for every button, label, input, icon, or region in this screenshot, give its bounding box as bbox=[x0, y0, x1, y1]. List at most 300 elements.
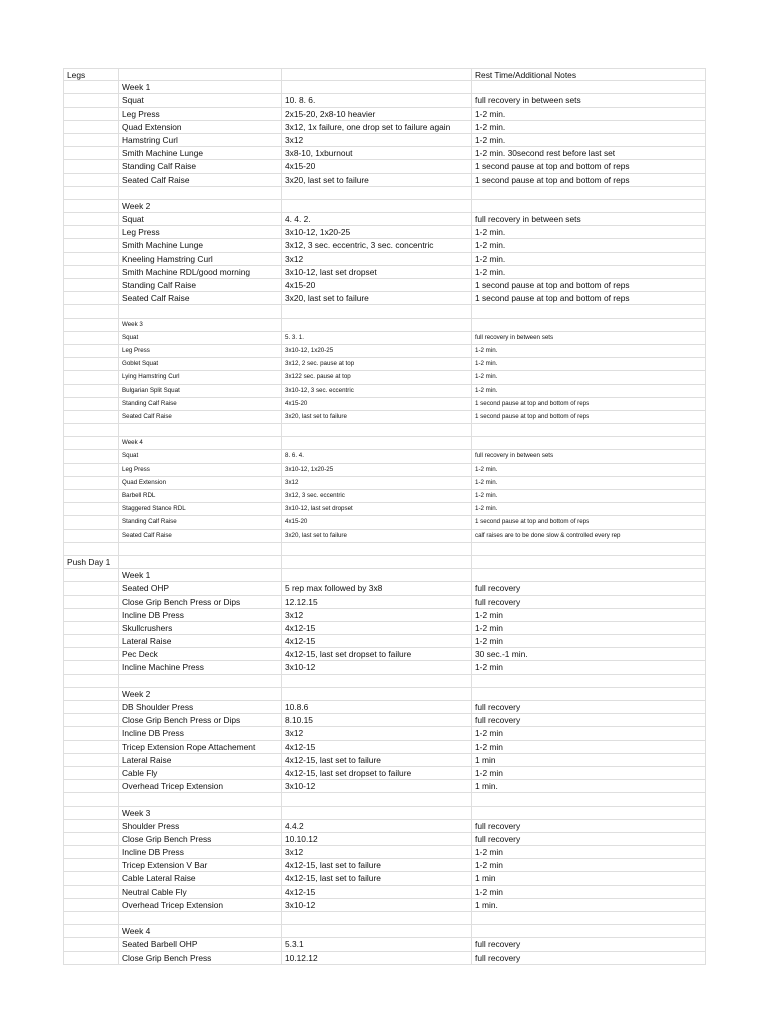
table-cell[interactable] bbox=[472, 556, 706, 568]
table-row bbox=[63, 886, 706, 899]
table-cell[interactable] bbox=[63, 213, 119, 225]
table-cell[interactable]: 1-2 min. bbox=[472, 134, 706, 146]
table-cell[interactable]: full recovery bbox=[472, 820, 706, 832]
table-cell[interactable]: 4x12-15, last set to failure bbox=[282, 872, 472, 884]
table-cell[interactable]: 4x12-15, last set dropset to failure bbox=[282, 648, 472, 660]
table-cell[interactable] bbox=[63, 938, 119, 950]
table-cell[interactable]: Incline DB Press bbox=[119, 846, 282, 858]
table-row bbox=[63, 516, 706, 529]
table-cell[interactable]: 1-2 min. bbox=[472, 477, 706, 489]
table-cell[interactable]: 1-2 min. bbox=[472, 239, 706, 251]
table-cell[interactable] bbox=[472, 569, 706, 581]
table-cell[interactable]: 5 rep max followed by 3x8 bbox=[282, 582, 472, 594]
table-cell[interactable] bbox=[63, 767, 119, 779]
table-cell[interactable]: 3x10-12, 1x20-25 bbox=[282, 345, 472, 357]
table-cell[interactable]: Week 1 bbox=[119, 569, 282, 581]
table-cell[interactable] bbox=[119, 543, 282, 555]
table-cell[interactable]: 3x10-12, 1x20-25 bbox=[282, 226, 472, 238]
table-cell[interactable]: 1-2 min bbox=[472, 859, 706, 871]
table-cell[interactable]: 1 second pause at top and bottom of reps bbox=[472, 516, 706, 528]
table-cell[interactable]: Hamstring Curl bbox=[119, 134, 282, 146]
table-cell[interactable] bbox=[63, 622, 119, 634]
table-row bbox=[63, 226, 706, 239]
table-cell[interactable]: 4x15-20 bbox=[282, 160, 472, 172]
table-cell[interactable] bbox=[63, 820, 119, 832]
table-cell[interactable] bbox=[119, 912, 282, 924]
table-row bbox=[63, 411, 706, 424]
table-row bbox=[63, 160, 706, 173]
table-cell[interactable]: 4x15-20 bbox=[282, 279, 472, 291]
table-cell[interactable]: Neutral Cable Fly bbox=[119, 886, 282, 898]
table-cell[interactable]: 1 second pause at top and bottom of reps bbox=[472, 279, 706, 291]
table-cell[interactable] bbox=[63, 200, 119, 212]
table-cell[interactable] bbox=[282, 319, 472, 331]
table-cell[interactable]: Close Grip Bench Press or Dips bbox=[119, 714, 282, 726]
table-cell[interactable] bbox=[63, 807, 119, 819]
table-cell[interactable] bbox=[63, 780, 119, 792]
table-cell[interactable]: 3x10-12 bbox=[282, 780, 472, 792]
table-cell[interactable]: 5. 3. 1. bbox=[282, 332, 472, 344]
table-cell[interactable]: 1-2 min. bbox=[472, 108, 706, 120]
table-cell[interactable]: full recovery in between sets bbox=[472, 94, 706, 106]
table-cell[interactable] bbox=[63, 319, 119, 331]
table-cell[interactable] bbox=[63, 108, 119, 120]
table-cell[interactable]: 1-2 min bbox=[472, 846, 706, 858]
table-row bbox=[63, 543, 706, 556]
table-cell[interactable]: 3x12, 1x failure, one drop set to failure again bbox=[282, 121, 472, 133]
table-cell[interactable]: calf raises are to be done slow & controlled every rep bbox=[472, 530, 706, 542]
table-cell[interactable]: Seated Calf Raise bbox=[119, 530, 282, 542]
table-cell[interactable] bbox=[282, 424, 472, 436]
table-row bbox=[63, 556, 706, 569]
table-cell[interactable] bbox=[63, 424, 119, 436]
table-cell[interactable]: full recovery bbox=[472, 833, 706, 845]
table-cell[interactable] bbox=[63, 543, 119, 555]
table-cell[interactable] bbox=[63, 450, 119, 462]
table-cell[interactable]: Overhead Tricep Extension bbox=[119, 780, 282, 792]
table-cell[interactable]: 1-2 min. bbox=[472, 490, 706, 502]
table-cell[interactable]: Standing Calf Raise bbox=[119, 516, 282, 528]
table-cell[interactable] bbox=[63, 81, 119, 93]
table-cell[interactable] bbox=[472, 912, 706, 924]
table-row bbox=[63, 582, 706, 595]
table-row bbox=[63, 68, 706, 81]
table-cell[interactable]: Overhead Tricep Extension bbox=[119, 899, 282, 911]
table-cell[interactable] bbox=[63, 385, 119, 397]
table-cell[interactable] bbox=[63, 635, 119, 647]
table-cell[interactable] bbox=[472, 187, 706, 199]
table-cell[interactable] bbox=[63, 371, 119, 383]
table-cell[interactable] bbox=[282, 200, 472, 212]
table-cell[interactable]: Staggered Stance RDL bbox=[119, 503, 282, 515]
table-cell[interactable] bbox=[63, 332, 119, 344]
table-cell[interactable] bbox=[63, 912, 119, 924]
table-cell[interactable] bbox=[63, 530, 119, 542]
table-cell[interactable]: full recovery bbox=[472, 714, 706, 726]
table-row bbox=[63, 859, 706, 872]
table-row bbox=[63, 292, 706, 305]
table-row bbox=[63, 807, 706, 820]
table-cell[interactable]: 1-2 min bbox=[472, 767, 706, 779]
table-cell[interactable]: 3x12, 2 sec. pause at top bbox=[282, 358, 472, 370]
table-cell[interactable]: 4x12-15, last set to failure bbox=[282, 754, 472, 766]
table-cell[interactable] bbox=[63, 701, 119, 713]
table-cell[interactable] bbox=[63, 398, 119, 410]
table-cell[interactable]: 1 second pause at top and bottom of reps bbox=[472, 411, 706, 423]
table-cell[interactable]: Push Day 1 bbox=[63, 556, 119, 568]
table-cell[interactable]: 4x12-15 bbox=[282, 741, 472, 753]
table-cell[interactable]: full recovery in between sets bbox=[472, 332, 706, 344]
table-cell[interactable] bbox=[282, 305, 472, 317]
table-cell[interactable] bbox=[63, 596, 119, 608]
table-cell[interactable] bbox=[63, 516, 119, 528]
table-cell[interactable]: Leg Press bbox=[119, 464, 282, 476]
table-cell[interactable]: 1-2 min. 30second rest before last set bbox=[472, 147, 706, 159]
table-cell[interactable]: 1 min. bbox=[472, 899, 706, 911]
table-cell[interactable]: Seated Calf Raise bbox=[119, 411, 282, 423]
table-cell[interactable] bbox=[63, 582, 119, 594]
table-cell[interactable]: 30 sec.-1 min. bbox=[472, 648, 706, 660]
table-cell[interactable]: 1 min. bbox=[472, 780, 706, 792]
table-cell[interactable]: 1-2 min bbox=[472, 727, 706, 739]
table-cell[interactable]: 3x12 bbox=[282, 727, 472, 739]
table-cell[interactable] bbox=[282, 569, 472, 581]
table-cell[interactable]: Rest Time/Additional Notes bbox=[472, 69, 706, 80]
table-cell[interactable]: Week 4 bbox=[119, 925, 282, 937]
table-cell[interactable]: Leg Press bbox=[119, 345, 282, 357]
table-cell[interactable] bbox=[63, 292, 119, 304]
table-cell[interactable]: 3x12, 3 sec. eccentric, 3 sec. concentric bbox=[282, 239, 472, 251]
table-cell[interactable]: Bulgarian Split Squat bbox=[119, 385, 282, 397]
table-cell[interactable] bbox=[63, 872, 119, 884]
table-cell[interactable] bbox=[63, 147, 119, 159]
table-cell[interactable]: 4x12-15, last set to failure bbox=[282, 859, 472, 871]
table-cell[interactable] bbox=[282, 543, 472, 555]
table-cell[interactable]: 1-2 min bbox=[472, 741, 706, 753]
table-cell[interactable] bbox=[472, 424, 706, 436]
table-cell[interactable] bbox=[63, 886, 119, 898]
table-row bbox=[63, 332, 706, 345]
table-cell[interactable]: Seated Barbell OHP bbox=[119, 938, 282, 950]
table-cell[interactable]: Leg Press bbox=[119, 226, 282, 238]
table-cell[interactable]: 1-2 min. bbox=[472, 253, 706, 265]
table-row bbox=[63, 925, 706, 938]
table-cell[interactable] bbox=[63, 266, 119, 278]
table-cell[interactable]: Squat bbox=[119, 450, 282, 462]
table-cell[interactable]: 1 min bbox=[472, 872, 706, 884]
table-cell[interactable] bbox=[472, 437, 706, 449]
table-cell[interactable]: Week 2 bbox=[119, 200, 282, 212]
table-cell[interactable]: 4x15-20 bbox=[282, 516, 472, 528]
table-cell[interactable] bbox=[472, 807, 706, 819]
table-cell[interactable] bbox=[63, 490, 119, 502]
table-cell[interactable] bbox=[119, 675, 282, 687]
table-cell[interactable]: 1-2 min. bbox=[472, 385, 706, 397]
table-cell[interactable]: Leg Press bbox=[119, 108, 282, 120]
table-cell[interactable] bbox=[472, 925, 706, 937]
table-cell[interactable]: 3x12 bbox=[282, 253, 472, 265]
table-cell[interactable]: 3x12 bbox=[282, 846, 472, 858]
table-cell[interactable]: full recovery bbox=[472, 596, 706, 608]
table-cell[interactable]: 3x10-12, 1x20-25 bbox=[282, 464, 472, 476]
table-cell[interactable]: 1-2 min bbox=[472, 635, 706, 647]
table-cell[interactable] bbox=[63, 477, 119, 489]
table-cell[interactable]: 3x12 bbox=[282, 134, 472, 146]
table-cell[interactable] bbox=[63, 239, 119, 251]
table-cell[interactable]: 10.8.6 bbox=[282, 701, 472, 713]
table-cell[interactable]: 8. 6. 4. bbox=[282, 450, 472, 462]
table-cell[interactable] bbox=[282, 187, 472, 199]
table-cell[interactable] bbox=[63, 648, 119, 660]
table-cell[interactable]: 1-2 min. bbox=[472, 121, 706, 133]
table-cell[interactable]: full recovery in between sets bbox=[472, 213, 706, 225]
table-row bbox=[63, 648, 706, 661]
table-cell[interactable] bbox=[472, 793, 706, 805]
table-cell[interactable]: Smith Machine RDL/good morning bbox=[119, 266, 282, 278]
table-cell[interactable] bbox=[63, 253, 119, 265]
table-cell[interactable]: Week 3 bbox=[119, 319, 282, 331]
table-row bbox=[63, 727, 706, 740]
table-cell[interactable]: Close Grip Bench Press bbox=[119, 952, 282, 964]
table-cell[interactable]: 1 min bbox=[472, 754, 706, 766]
table-row bbox=[63, 385, 706, 398]
table-cell[interactable] bbox=[63, 411, 119, 423]
table-row bbox=[63, 477, 706, 490]
table-cell[interactable]: 4x12-15 bbox=[282, 622, 472, 634]
table-cell[interactable] bbox=[63, 952, 119, 964]
table-row bbox=[63, 213, 706, 226]
table-cell[interactable] bbox=[63, 925, 119, 937]
table-cell[interactable]: 8.10.15 bbox=[282, 714, 472, 726]
table-cell[interactable]: Week 3 bbox=[119, 807, 282, 819]
table-cell[interactable] bbox=[63, 846, 119, 858]
table-cell[interactable] bbox=[472, 543, 706, 555]
table-cell[interactable]: 2x15-20, 2x8-10 heavier bbox=[282, 108, 472, 120]
table-row bbox=[63, 846, 706, 859]
table-cell[interactable]: Standing Calf Raise bbox=[119, 398, 282, 410]
table-cell[interactable]: DB Shoulder Press bbox=[119, 701, 282, 713]
table-row bbox=[63, 81, 706, 94]
table-cell[interactable]: 10.10.12 bbox=[282, 833, 472, 845]
table-cell[interactable]: Barbell RDL bbox=[119, 490, 282, 502]
table-cell[interactable]: Week 2 bbox=[119, 688, 282, 700]
table-cell[interactable]: Goblet Squat bbox=[119, 358, 282, 370]
table-cell[interactable]: 1-2 min. bbox=[472, 226, 706, 238]
table-cell[interactable]: 4x12-15, last set dropset to failure bbox=[282, 767, 472, 779]
table-cell[interactable]: Cable Lateral Raise bbox=[119, 872, 282, 884]
table-cell[interactable]: Standing Calf Raise bbox=[119, 160, 282, 172]
table-row bbox=[63, 187, 706, 200]
table-cell[interactable]: Tricep Extension Rope Attachement bbox=[119, 741, 282, 753]
table-cell[interactable]: Incline Machine Press bbox=[119, 661, 282, 673]
table-cell[interactable]: Quad Extension bbox=[119, 477, 282, 489]
table-cell[interactable] bbox=[472, 81, 706, 93]
table-cell[interactable]: Close Grip Bench Press or Dips bbox=[119, 596, 282, 608]
table-cell[interactable] bbox=[282, 556, 472, 568]
table-cell[interactable] bbox=[63, 569, 119, 581]
table-row bbox=[63, 147, 706, 160]
table-cell[interactable]: Cable Fly bbox=[119, 767, 282, 779]
table-cell[interactable]: 10. 8. 6. bbox=[282, 94, 472, 106]
table-cell[interactable]: 4x12-15 bbox=[282, 635, 472, 647]
table-cell[interactable]: 1-2 min. bbox=[472, 371, 706, 383]
table-cell[interactable] bbox=[472, 319, 706, 331]
table-cell[interactable] bbox=[119, 187, 282, 199]
table-cell[interactable]: Week 4 bbox=[119, 437, 282, 449]
table-cell[interactable] bbox=[119, 556, 282, 568]
table-cell[interactable]: 4.4.2 bbox=[282, 820, 472, 832]
table-cell[interactable]: Incline DB Press bbox=[119, 727, 282, 739]
table-cell[interactable] bbox=[282, 81, 472, 93]
table-cell[interactable] bbox=[63, 464, 119, 476]
table-cell[interactable] bbox=[472, 200, 706, 212]
table-cell[interactable]: Seated OHP bbox=[119, 582, 282, 594]
table-cell[interactable]: 3x10-12, last set dropset bbox=[282, 503, 472, 515]
table-cell[interactable] bbox=[63, 609, 119, 621]
table-cell[interactable]: full recovery bbox=[472, 582, 706, 594]
table-cell[interactable]: 3x20, last set to failure bbox=[282, 530, 472, 542]
table-cell[interactable]: 4x15-20 bbox=[282, 398, 472, 410]
table-cell[interactable]: 3x8-10, 1xburnout bbox=[282, 147, 472, 159]
table-cell[interactable] bbox=[63, 793, 119, 805]
table-cell[interactable] bbox=[63, 160, 119, 172]
table-cell[interactable]: Legs bbox=[63, 69, 119, 80]
table-cell[interactable] bbox=[282, 912, 472, 924]
table-cell[interactable] bbox=[63, 121, 119, 133]
table-cell[interactable]: Smith Machine Lunge bbox=[119, 239, 282, 251]
table-cell[interactable] bbox=[63, 134, 119, 146]
table-cell[interactable]: 3x122 sec. pause at top bbox=[282, 371, 472, 383]
table-cell[interactable] bbox=[282, 807, 472, 819]
table-row bbox=[63, 398, 706, 411]
table-cell[interactable]: Kneeling Hamstring Curl bbox=[119, 253, 282, 265]
table-cell[interactable]: Squat bbox=[119, 213, 282, 225]
table-cell[interactable]: 3x10-12, 3 sec. eccentric bbox=[282, 385, 472, 397]
table-cell[interactable]: 1-2 min bbox=[472, 609, 706, 621]
table-row bbox=[63, 371, 706, 384]
table-cell[interactable]: 1-2 min bbox=[472, 622, 706, 634]
table-cell[interactable]: Seated Calf Raise bbox=[119, 174, 282, 186]
table-cell[interactable]: 3x20, last set to failure bbox=[282, 411, 472, 423]
table-cell[interactable]: 5.3.1 bbox=[282, 938, 472, 950]
table-cell[interactable]: Lateral Raise bbox=[119, 635, 282, 647]
table-cell[interactable] bbox=[282, 925, 472, 937]
table-cell[interactable]: 1-2 min. bbox=[472, 358, 706, 370]
table-cell[interactable]: 3x12 bbox=[282, 609, 472, 621]
table-cell[interactable]: full recovery bbox=[472, 938, 706, 950]
table-cell[interactable] bbox=[63, 754, 119, 766]
table-cell[interactable] bbox=[63, 358, 119, 370]
table-cell[interactable]: 1 second pause at top and bottom of reps bbox=[472, 174, 706, 186]
table-cell[interactable]: 4x12-15 bbox=[282, 886, 472, 898]
table-cell[interactable]: Shoulder Press bbox=[119, 820, 282, 832]
table-cell[interactable]: full recovery in between sets bbox=[472, 450, 706, 462]
table-cell[interactable]: 1 second pause at top and bottom of reps bbox=[472, 160, 706, 172]
table-cell[interactable]: Lateral Raise bbox=[119, 754, 282, 766]
table-cell[interactable]: 1-2 min. bbox=[472, 345, 706, 357]
table-cell[interactable] bbox=[282, 437, 472, 449]
table-cell[interactable]: 3x20, last set to failure bbox=[282, 292, 472, 304]
table-cell[interactable] bbox=[63, 345, 119, 357]
table-cell[interactable] bbox=[63, 714, 119, 726]
table-cell[interactable] bbox=[119, 793, 282, 805]
table-cell[interactable]: Quad Extension bbox=[119, 121, 282, 133]
table-cell[interactable]: Standing Calf Raise bbox=[119, 279, 282, 291]
table-cell[interactable] bbox=[63, 899, 119, 911]
table-cell[interactable]: 10.12.12 bbox=[282, 952, 472, 964]
table-cell[interactable]: Tricep Extension V Bar bbox=[119, 859, 282, 871]
table-cell[interactable]: Squat bbox=[119, 332, 282, 344]
table-cell[interactable] bbox=[63, 741, 119, 753]
table-cell[interactable]: 3x10-12 bbox=[282, 899, 472, 911]
table-row bbox=[63, 94, 706, 107]
table-cell[interactable] bbox=[472, 305, 706, 317]
table-cell[interactable] bbox=[472, 675, 706, 687]
table-cell[interactable]: Squat bbox=[119, 94, 282, 106]
table-cell[interactable]: Seated Calf Raise bbox=[119, 292, 282, 304]
table-cell[interactable] bbox=[119, 69, 282, 80]
table-cell[interactable]: Incline DB Press bbox=[119, 609, 282, 621]
table-cell[interactable] bbox=[63, 279, 119, 291]
table-cell[interactable] bbox=[282, 793, 472, 805]
table-cell[interactable] bbox=[63, 305, 119, 317]
table-cell[interactable]: 1-2 min bbox=[472, 661, 706, 673]
table-cell[interactable]: 3x10-12, last set dropset bbox=[282, 266, 472, 278]
table-cell[interactable]: 3x10-12 bbox=[282, 661, 472, 673]
table-cell[interactable]: 3x20, last set to failure bbox=[282, 174, 472, 186]
table-cell[interactable] bbox=[63, 503, 119, 515]
table-cell[interactable] bbox=[282, 675, 472, 687]
table-cell[interactable] bbox=[119, 424, 282, 436]
table-cell[interactable] bbox=[63, 833, 119, 845]
table-cell[interactable]: 1-2 min. bbox=[472, 464, 706, 476]
table-cell[interactable]: 1 second pause at top and bottom of reps bbox=[472, 398, 706, 410]
table-cell[interactable] bbox=[119, 305, 282, 317]
table-cell[interactable]: Week 1 bbox=[119, 81, 282, 93]
table-cell[interactable]: Pec Deck bbox=[119, 648, 282, 660]
table-cell[interactable] bbox=[282, 69, 472, 80]
table-cell[interactable] bbox=[63, 174, 119, 186]
table-cell[interactable] bbox=[63, 675, 119, 687]
table-row bbox=[63, 767, 706, 780]
table-cell[interactable]: 3x12, 3 sec. eccentric bbox=[282, 490, 472, 502]
table-cell[interactable]: Smith Machine Lunge bbox=[119, 147, 282, 159]
table-cell[interactable]: Skullcrushers bbox=[119, 622, 282, 634]
table-cell[interactable]: 1 second pause at top and bottom of reps bbox=[472, 292, 706, 304]
table-cell[interactable]: Close Grip Bench Press bbox=[119, 833, 282, 845]
table-cell[interactable] bbox=[63, 688, 119, 700]
table-cell[interactable]: Lying Hamstring Curl bbox=[119, 371, 282, 383]
table-cell[interactable] bbox=[63, 226, 119, 238]
table-cell[interactable]: 1-2 min. bbox=[472, 266, 706, 278]
table-cell[interactable]: 3x12 bbox=[282, 477, 472, 489]
table-row bbox=[63, 424, 706, 437]
table-cell[interactable]: 1-2 min bbox=[472, 886, 706, 898]
table-cell[interactable] bbox=[63, 94, 119, 106]
table-cell[interactable] bbox=[282, 688, 472, 700]
table-cell[interactable]: 4. 4. 2. bbox=[282, 213, 472, 225]
table-cell[interactable] bbox=[63, 661, 119, 673]
table-cell[interactable] bbox=[63, 187, 119, 199]
table-cell[interactable] bbox=[472, 688, 706, 700]
table-cell[interactable]: full recovery bbox=[472, 952, 706, 964]
table-cell[interactable] bbox=[63, 859, 119, 871]
table-cell[interactable]: 1-2 min. bbox=[472, 503, 706, 515]
table-cell[interactable] bbox=[63, 437, 119, 449]
table-cell[interactable]: full recovery bbox=[472, 701, 706, 713]
table-cell[interactable]: 12.12.15 bbox=[282, 596, 472, 608]
table-cell[interactable] bbox=[63, 727, 119, 739]
